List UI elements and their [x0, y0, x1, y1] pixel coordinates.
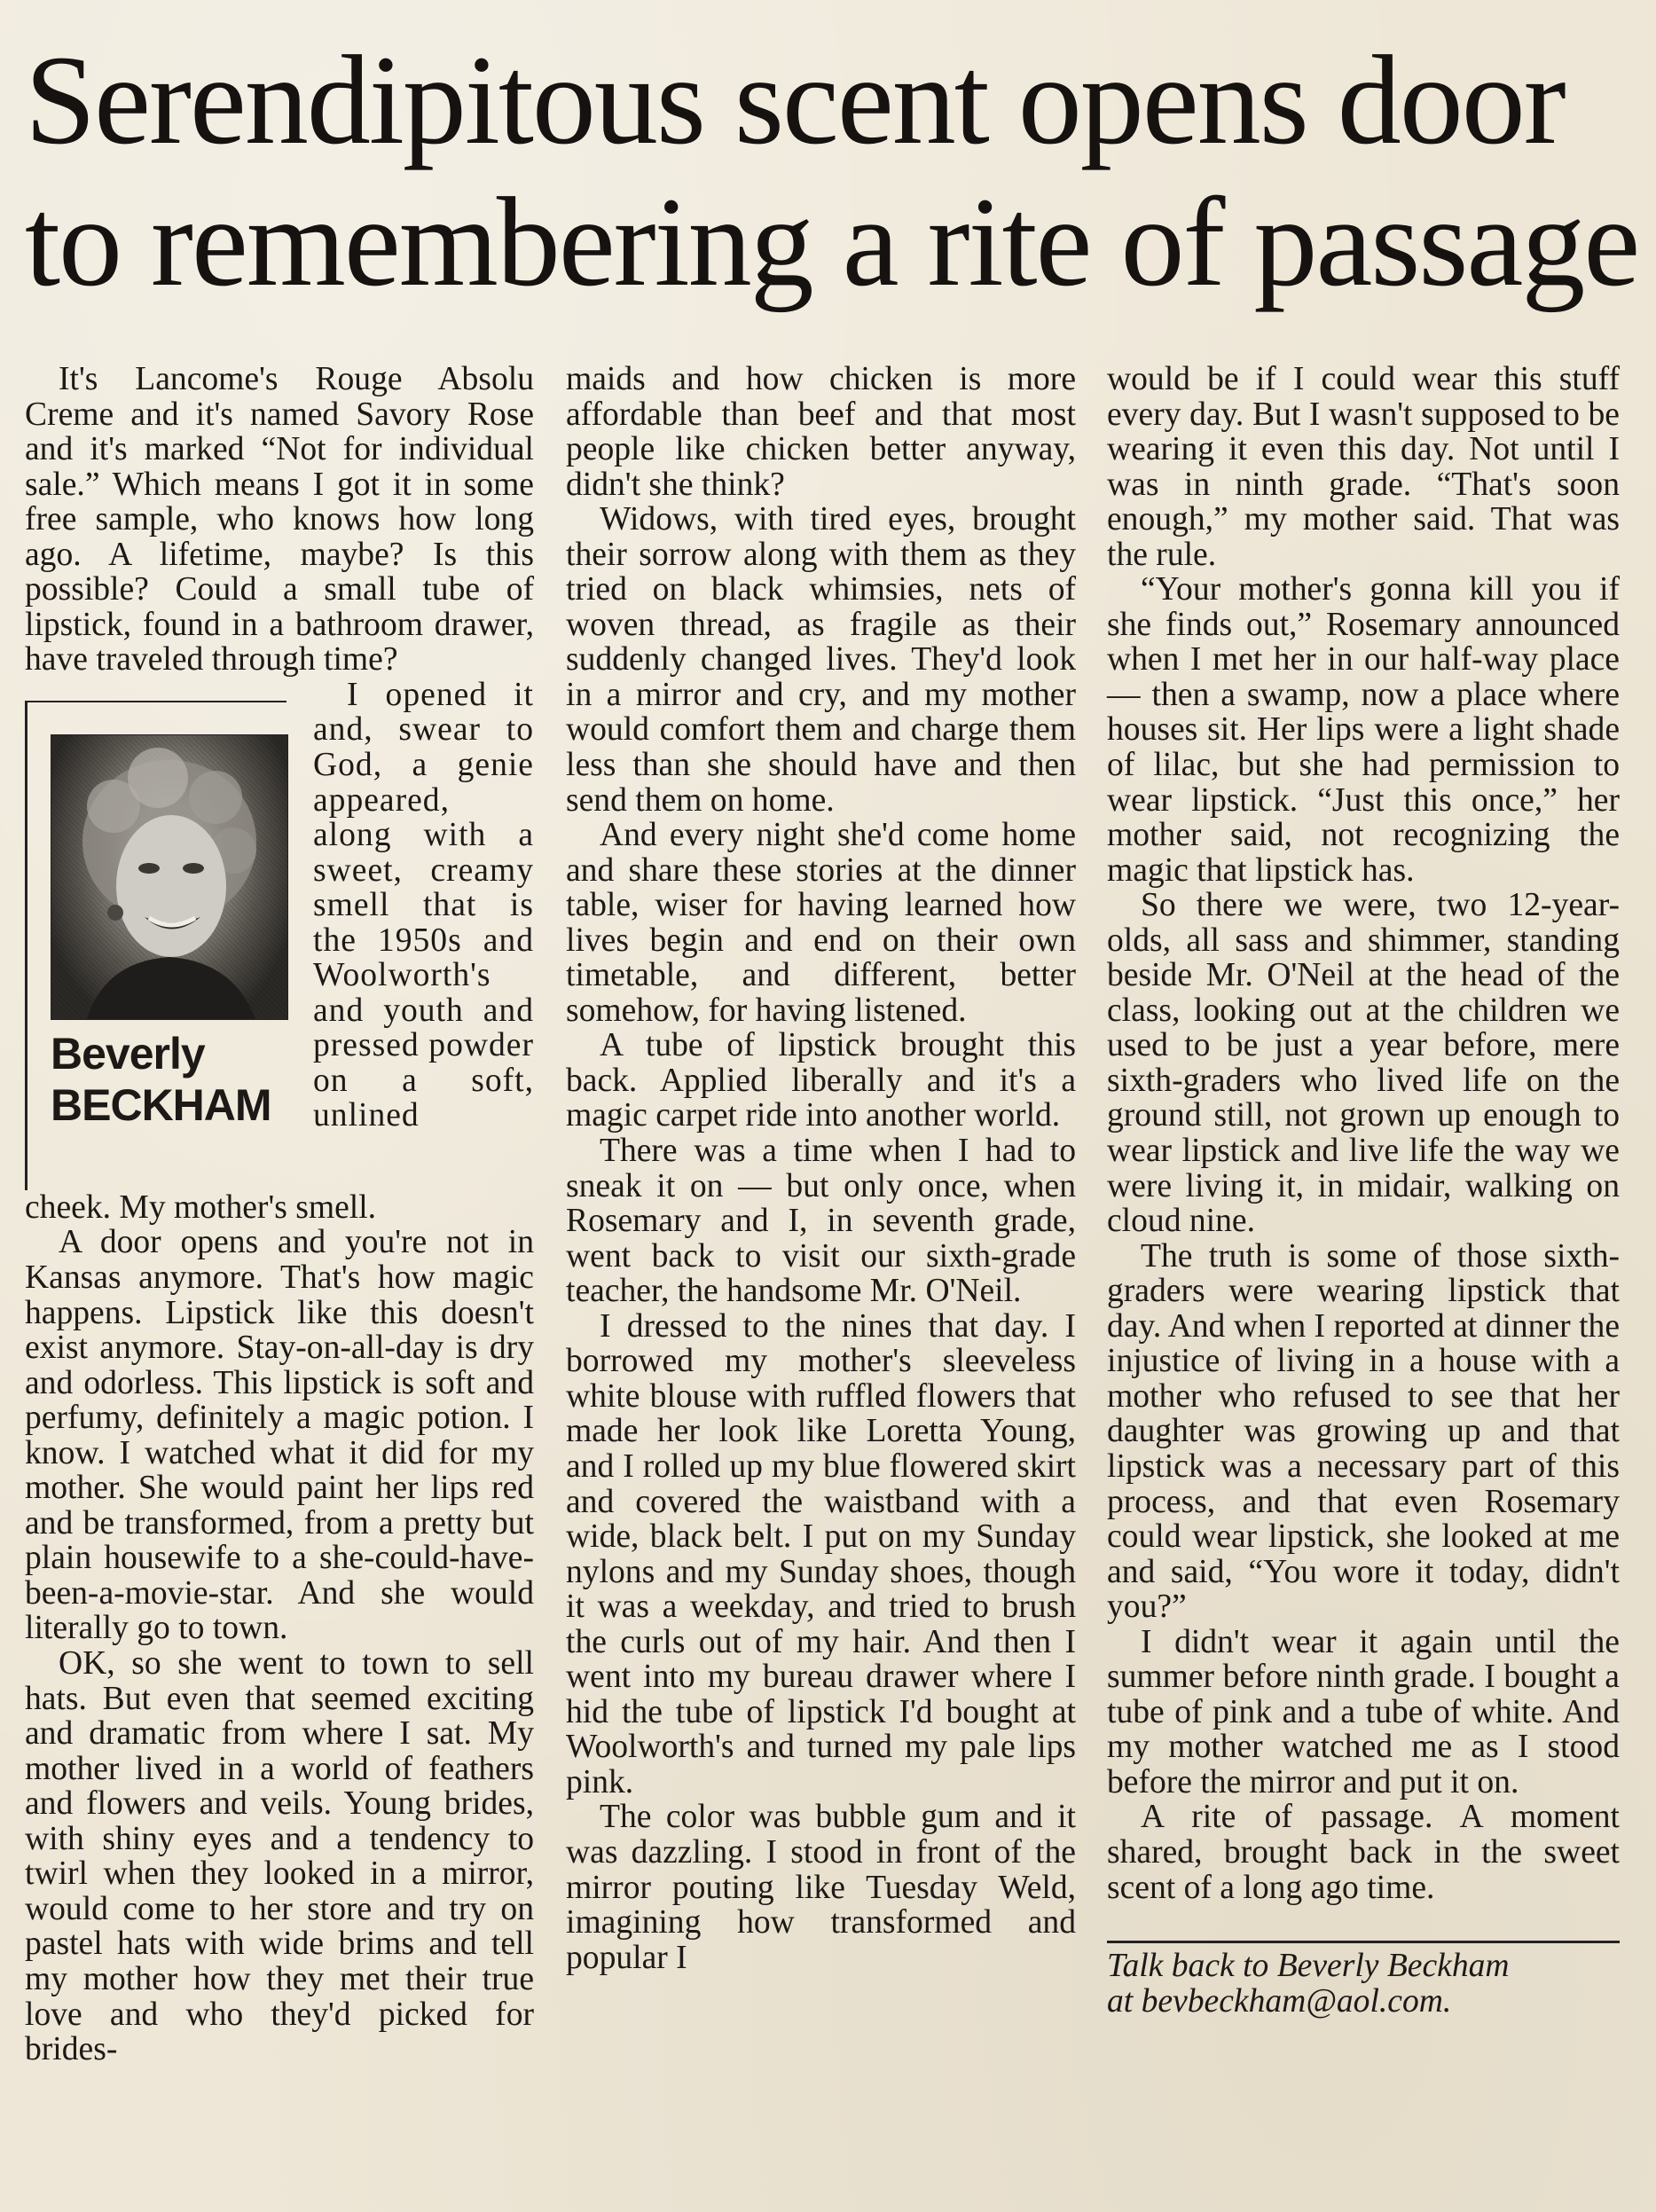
article-column-1 — [25, 362, 534, 2067]
paragraph: OK, so she went to town to sell hats. But even that seemed exciting and dramatic from where I sat. My mother lived in a world of feathers and flowers and veils. Young brides, with shiny eyes and a tendency to twirl when they looked in a mirror, would come to her store and try on pastel hats with wide brims and tell my mother how they met their true love and who they'd picked for brides- — [25, 1645, 534, 2068]
article-column-3 — [1107, 362, 1620, 2019]
byline-box — [25, 701, 286, 1190]
portrait-illustration — [51, 735, 287, 1019]
paragraph: would be if I could wear this stuff every day. But I wasn't supposed to be wearing it even this day. Not until I was in ninth grade. “That's soon enough,” my mother said. That was the rule. — [1107, 361, 1620, 573]
paragraph: maids and how chicken is more affordable than beef and that most people like chicken better anyway, didn't she think? — [566, 361, 1076, 503]
signoff-line-1: Talk back to Beverly Beckham — [1107, 1948, 1510, 1985]
byline-wrap — [25, 678, 534, 1190]
paragraph: I dressed to the nines that day. I borrowed my mother's sleeveless white blouse with ruffled flowers that made her look like Loretta Young, and I rolled up my blue flowered skirt and covered the waistband with a wide, black belt. I put on my Sunday nylons and my Sunday shoes, though it was a weekday, and tried to brush the curls out of my hair. And then I went into my bureau drawer where I hid the tube of lipstick I'd bought at Woolworth's and turned my pale lips pink. — [566, 1307, 1076, 1800]
byline-first-name: Beverly — [51, 1028, 205, 1079]
paragraph: And every night she'd come home and share these stories at the dinner table, wiser for having learned how lives begin and end on their own timetable, and different, better somehow, for having listened. — [566, 817, 1076, 1029]
headline-line-2: to remembering a rite of passage — [25, 172, 1639, 313]
paragraph: “Your mother's gonna kill you if she finds out,” Rosemary announced when I met her in our half-way place — then a swamp, now a place where houses sit. Her lips were a light shade of lilac, but she had permission to wear lipstick. “Just this once,” her mother said, not recognizing the magic that lipstick has. — [1107, 571, 1620, 889]
paragraph: cheek. My mother's smell. — [25, 1188, 377, 1226]
byline-last-name: BECKHAM — [51, 1079, 271, 1130]
paragraph: Widows, with tired eyes, brought their sorrow along with them as they tried on black whimsies, nets of woven thread, as fragile as their suddenly changed lives. They'd look in a mirror and cry, and my mother would comfort them and charge them less than she should have and then send them on home. — [566, 501, 1076, 819]
signoff-email: at bevbeckham@aol.com. — [1107, 1982, 1452, 2020]
paragraph: A tube of lipstick brought this back. Applied liberally and it's a magic carpet ride into another world. — [566, 1027, 1076, 1134]
paragraph: It's Lancome's Rouge Absolu Creme and it's named Savory Rose and it's marked “Not for individual sale.” Which means I got it in some free sample, who knows how long ago. A lifetime, maybe? Is this possible? Could a small tube of lipstick, found in a bathroom drawer, have traveled through time? — [25, 361, 534, 679]
wrapped-text — [313, 678, 534, 1190]
author-photo — [51, 734, 288, 1020]
paragraph: A rite of passage. A moment shared, brought back in the sweet scent of a long ago time. — [1107, 1799, 1620, 1906]
paragraph: I didn't wear it again until the summer before ninth grade. I bought a tube of pink and a tube of white. And my mother watched me as I stood before the mirror and put it on. — [1107, 1623, 1620, 1800]
signoff-rule — [1107, 1941, 1620, 1943]
paragraph: I opened it and, swear to God, a genie appeared, along with a sweet, creamy smell that is the 1950s and Woolworth's and youth and pressed powder on a soft, unlined — [313, 676, 534, 1134]
headline-line-1: Serendipitous scent opens door — [25, 30, 1565, 171]
paragraph: A door opens and you're not in Kansas anymore. That's how magic happens. Lipstick like this doesn't exist anymore. Stay-on-all-day is dry and odorless. This lipstick is soft and perfumy, definitely a magic potion. I know. I watched what it did for my mother. She would paint her lips red and be transformed, from a pretty but plain housewife to a she-could-have-been-a-movie-star. And she would literally go to town. — [25, 1224, 534, 1647]
article-column-2 — [566, 362, 1076, 1975]
paragraph: The color was bubble gum and it was dazzling. I stood in front of the mirror pouting like Tuesday Weld, imagining how transformed and popular I — [566, 1799, 1076, 1976]
paragraph: So there we were, two 12-year-olds, all sass and shimmer, standing beside Mr. O'Neil at the head of the class, looking out at the children we used to be just a year before, mere sixth-graders who lived life on the ground still, not grown up enough to wear lipstick and live life the way we were living it, in midair, walking on cloud nine. — [1107, 887, 1620, 1240]
signoff — [1107, 1949, 1620, 2019]
paragraph: There was a time when I had to sneak it on — but only once, when Rosemary and I, in seventh grade, went back to visit our sixth-grade teacher, the handsome Mr. O'Neil. — [566, 1133, 1076, 1310]
paragraph: The truth is some of those sixth-graders were wearing lipstick that day. And when I reported at dinner the injustice of living in a house with a mother who refused to see that her daughter was growing up and that lipstick was a necessary part of this process, and that even Rosemary could wear lipstick, she looked at me and said, “You wore it today, didn't you?” — [1107, 1237, 1620, 1626]
headline — [25, 30, 1639, 314]
